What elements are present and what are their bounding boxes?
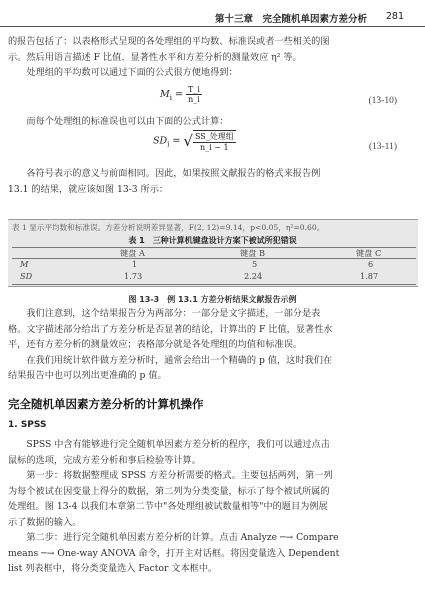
text-line: 平，还有方差分析的测量效应；表格部分就是各处理组的均值和标准误。 [8, 339, 302, 350]
formula-sd [153, 130, 236, 152]
formula-lhs: SD [153, 135, 168, 147]
table-title: 表 1 三种计算机键盘设计方案下被试所犯错误 [128, 236, 297, 245]
text-line: 13.1 的结果，就应该如图 13-3 所示： [8, 183, 169, 195]
table-row-label: M [20, 259, 29, 269]
paragraph-report [8, 166, 418, 197]
text-line: 为每个被试在因变量上得分的数据，第二列为分类变量，标示了每个被试所属的 [8, 485, 330, 497]
table-cell: 1.87 [360, 271, 379, 281]
formula-fraction [193, 130, 236, 152]
subsection-heading: 1. SPSS [8, 420, 47, 430]
table-row-label: SD [20, 271, 33, 281]
equation-number: (13-11) [368, 142, 397, 152]
formula-subscript: i [167, 140, 170, 149]
table-cell: 1.73 [124, 271, 143, 281]
text-line: 第一步：将数据整理成 SPSS 方差分析需要的格式。主要包括两列，第一列 [8, 470, 333, 481]
figure-caption: 图 13-3 例 13.1 方差分析结果文献报告示例 [128, 295, 297, 304]
formula-denominator: n_i − 1 [200, 143, 229, 152]
text-line: 示。然后用语言描述 F 比值、显著性水平和方差分析的测量效应 η² 等。 [8, 51, 302, 63]
formula-numerator: T_i [187, 85, 200, 94]
text-line: 鼠标的选项，完成方差分析和事后检验等计算。 [8, 454, 201, 466]
chapter-title: 第十三章 完全随机单因素方差分析 [214, 14, 367, 25]
text-line: means ─→ One-way ANOVA 命令，打开主对话框。将因变量选入 Dependent [8, 547, 340, 559]
equation-number: (13-10) [368, 96, 397, 106]
page-header [0, 0, 425, 27]
table-header-cell: 键盘 A [120, 248, 145, 258]
table-header-cell: 键盘 B [240, 248, 265, 258]
text-line: 处理组。图 13-4 以我们本章第二节中"各处理组被试数量相等"中的题目为例展 [8, 501, 328, 512]
text-line: 第二步：进行完全随机单因素方差分析的计算。点击 Analyze ─→ Compare [8, 532, 339, 543]
table-cell: 5 [252, 259, 258, 269]
formula-fraction [186, 85, 202, 104]
page-number: 281 [385, 11, 404, 22]
text-line: 而每个处理组的标准误也可以由下面的公式计算： [8, 116, 229, 127]
text-line: 在我们用统计软件做方差分析时，通常会给出一个精确的 p 值，这时我们在 [8, 354, 333, 366]
paragraph-discussion [8, 306, 418, 384]
formula-lhs: M [160, 89, 170, 100]
text-line: 我们注意到，这个结果报告分为两部分：一部分是文字描述，一部分是表 [8, 308, 321, 319]
text-line: SPSS 中含有能够进行完全随机单因素方差分析的程序，我们可以通过点击 [8, 439, 330, 450]
table-cell: 1 [132, 259, 138, 269]
text-line: 的报告包括了：以表格形式呈现的各处理组的平均数、标准误或者一些相关的图 [8, 36, 330, 47]
sqrt-icon: √ [183, 131, 193, 150]
text-line: 结果报告中也可以列出更准确的 p 值。 [8, 370, 167, 381]
table-cell: 6 [368, 259, 374, 269]
text-line: 格。文字描述部分给出了方差分析是否显著的结论，计算出的 F 比值，显著性水 [8, 323, 333, 335]
formula-equals: = [171, 89, 186, 100]
formula-mean [160, 85, 202, 104]
section-heading: 完全随机单因素方差分析的计算机操作 [8, 397, 204, 411]
table-rule-bottom [12, 284, 416, 285]
paragraph-spss [8, 437, 418, 577]
formula-numerator: SS_处理组 [194, 132, 234, 141]
paragraph-intro [8, 34, 418, 81]
formula-equals: = [169, 135, 184, 147]
text-line: list 列表框中，将分类变量选入 Factor 文本框中。 [8, 563, 218, 574]
text-line: 示了数据的输入。 [8, 516, 82, 528]
table-header-cell: 键盘 C [356, 248, 382, 258]
table-cell: 2.24 [244, 271, 263, 281]
text-line: 各符号表示的意义与前面相同。因此，如果按照文献报告的格式来报告例 [8, 168, 321, 179]
figure-note: 表 1 显示平均数和标准误。方差分析说明差异显著，F(2, 12)=9.14，p<0.05，η²=0.60。 [12, 223, 325, 232]
paragraph-se [8, 114, 418, 130]
formula-subscript: i [169, 93, 172, 102]
text-line: 处理组的平均数可以通过下面的公式很方便地得到： [8, 67, 238, 78]
formula-denominator: n_i [188, 95, 200, 104]
